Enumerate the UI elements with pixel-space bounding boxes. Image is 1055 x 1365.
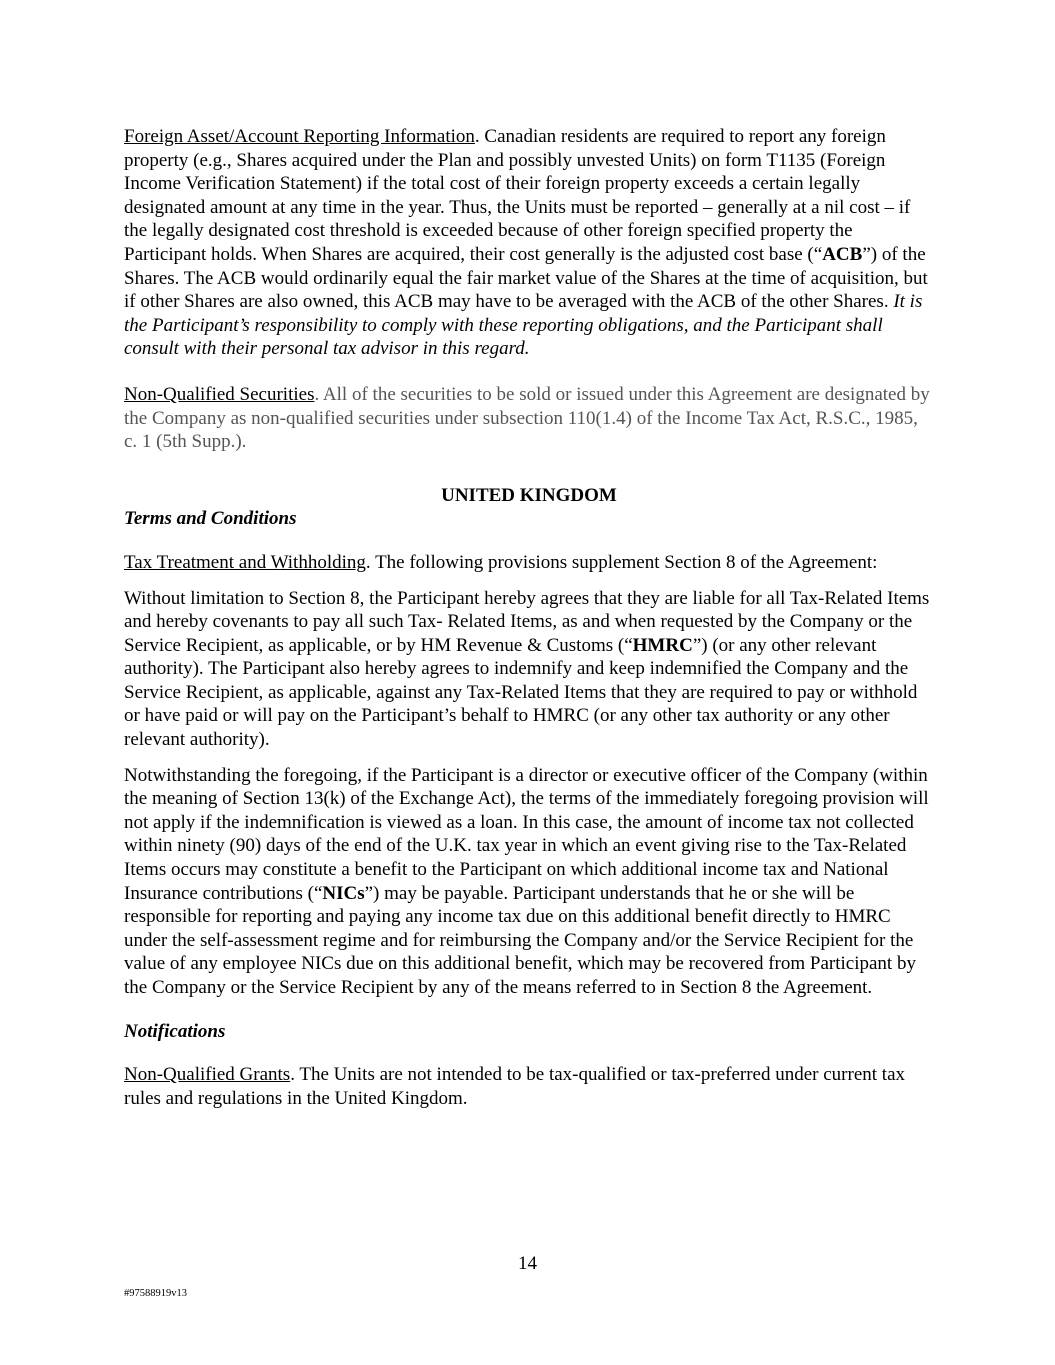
director-paragraph: Notwithstanding the foregoing, if the Participant is a director or executive officer of the Company (within the meaning of Section 13(k) of the Exchange Act), the terms of the immediately foregoing provision will not apply if the indemnification is viewed as a loan. In this case, the amount of income tax not collected within ninety (90) days of the end of the U.K. tax year in which an event giving rise to the Tax-Related Items occurs may constitute a benefit to the Participant on which additional income tax and National Insurance contributions (“NICs”) may be payable. Participant understands that he or she will be responsible for reporting and paying any income tax due on this additional benefit directly to HMRC under the self-assessment regime and for reimbursing the Company and/or the Service Recipient for the value of any employee NICs due on this additional benefit, which may be recovered from Participant by the Company or the Service Recipient by any of the means referred to in Section 8 the Agreement. [124, 764, 929, 998]
non-qualified-grants-paragraph: Non-Qualified Grants. The Units are not intended to be tax-qualified or tax-preferred under current tax rules and regulations in the United Kingdom. [124, 1064, 906, 1109]
terms-heading: Terms and Conditions [124, 508, 297, 530]
non-qualified-securities-heading: Non-Qualified Securities [124, 383, 315, 405]
foreign-asset-heading: Foreign Asset/Account Reporting Information [124, 126, 475, 147]
tax-treatment-heading: Tax Treatment and Withholding [124, 551, 366, 573]
non-qualified-securities-paragraph: Non-Qualified Securities. All of the securities to be sold or issued under this Agreement are designated by the Company as non-qualified securities under subsection 110(1.4) of the Income Tax Act, R.S.C., 1985, c. 1 (5th Supp.). [124, 383, 930, 453]
hmrc-term: HMRC [632, 634, 693, 656]
responsibility-note: It is the Participant’s responsibility to comply with these reporting obligations, and the Participant shall consult with their personal tax advisor in this regard. [124, 291, 923, 360]
page-number: 14 [518, 1253, 537, 1274]
nics-term: NICs [322, 882, 365, 904]
liability-paragraph: Without limitation to Section 8, the Participant hereby agrees that they are liable for all Tax-Related Items and hereby covenants to pay all such Tax- Related Items, as and when requested by the Company or the Service Recipient, as applicable, or by HM Revenue & Customs (“HMRC”) (or any other relevant authority). The Participant also hereby agrees to indemnify and keep indemnified the Company and the Service Recipient, as applicable, against any Tax-Related Items that they are required to pay or withhold or have paid or will pay on the Participant’s behalf to HMRC (or any other tax authority or any other relevant authority). [124, 587, 930, 751]
country-heading: UNITED KINGDOM [441, 484, 617, 506]
notifications-heading: Notifications [124, 1020, 226, 1042]
document-id: #97588919v13 [124, 1288, 187, 1299]
tax-treatment-paragraph: Tax Treatment and Withholding. The following provisions supplement Section 8 of the Agreement: [124, 551, 878, 573]
non-qualified-grants-heading: Non-Qualified Grants [124, 1064, 291, 1086]
foreign-asset-paragraph: Foreign Asset/Account Reporting Information. Canadian residents are required to report any foreign property (e.g., Shares acquired under the Plan and possibly unvested Units) on form T1135 (Foreign Income Verification Statement) if the total cost of their foreign property exceeds a certain legally designated amount at any time in the year. Thus, the Units must be reported – generally at a nil cost – if the legally designated cost threshold is exceeded because of other foreign specified property the Participant holds. When Shares are acquired, their cost generally is the adjusted cost base (“ACB”) of the Shares. The ACB would ordinarily equal the fair market value of the Shares at the time of acquisition, but if other Shares are also owned, this ACB may have to be averaged with the ACB of the other Shares. It is the Participant’s responsibility to comply with these reporting obligations, and the Participant shall consult with their personal tax advisor in this regard. [124, 126, 928, 360]
document-body [124, 125, 934, 1110]
acb-term: ACB [822, 243, 863, 265]
